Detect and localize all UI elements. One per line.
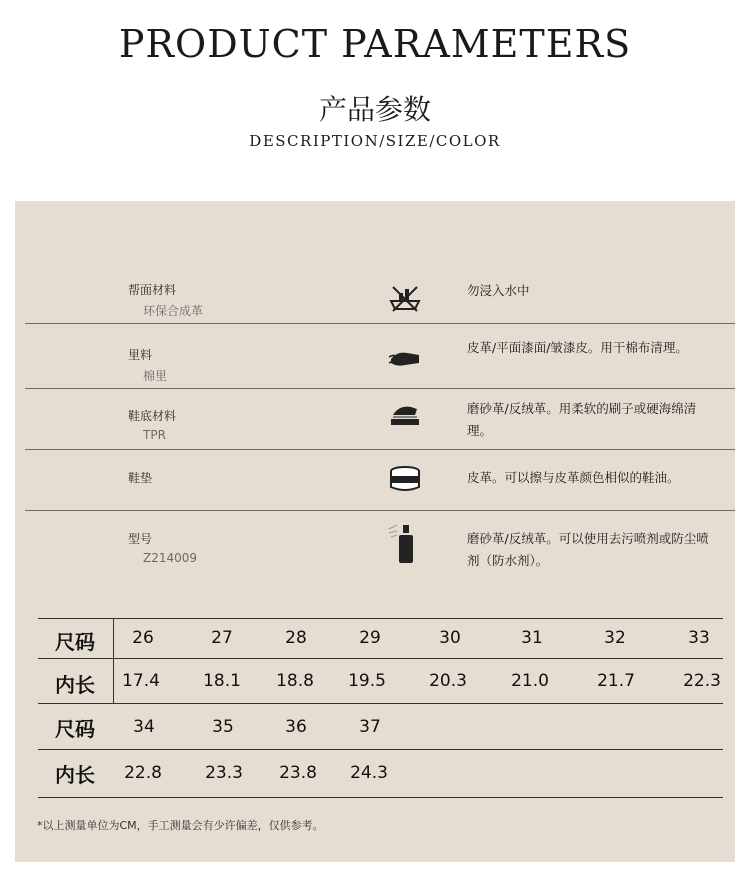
size-cell: 29 <box>359 628 381 648</box>
care-text-polish: 皮革。可以擦与皮革颜色相似的鞋油。 <box>467 470 680 485</box>
size-cell: 37 <box>359 717 381 737</box>
param-label-lining: 里料 <box>128 348 153 362</box>
care-text-no-soak: 勿浸入水中 <box>467 283 530 298</box>
length-cell: 23.8 <box>279 763 317 783</box>
parameters-panel <box>15 201 735 862</box>
length-label: 内长 <box>55 673 95 697</box>
page-title: PRODUCT PARAMETERS <box>118 22 632 66</box>
table-rule <box>38 658 723 659</box>
row-divider <box>25 323 735 324</box>
param-value-sole: TPR <box>143 428 166 442</box>
care-text-wipe: 皮革/平面漆面/皱漆皮。用干棉布清理。 <box>467 340 688 355</box>
length-cell: 19.5 <box>348 671 386 691</box>
size-cell: 36 <box>285 717 307 737</box>
page-subtitle-en: DESCRIPTION/SIZE/COLOR <box>249 132 501 150</box>
length-cell: 21.7 <box>597 671 635 691</box>
shoe-polish-icon <box>387 461 423 497</box>
length-cell: 18.1 <box>203 671 241 691</box>
param-label-sole: 鞋底材料 <box>128 409 177 423</box>
param-value-upper: 环保合成革 <box>143 304 204 318</box>
size-cell: 28 <box>285 628 307 648</box>
length-cell: 18.8 <box>276 671 314 691</box>
param-label-upper: 帮面材料 <box>128 283 177 297</box>
table-rule <box>38 618 723 619</box>
length-cell: 20.3 <box>429 671 467 691</box>
cloth-wipe-icon <box>387 341 423 377</box>
param-value-model: Z214009 <box>143 551 198 565</box>
size-cell: 34 <box>133 717 155 737</box>
size-cell: 32 <box>604 628 626 648</box>
length-cell: 17.4 <box>122 671 160 691</box>
table-rule <box>38 749 723 750</box>
length-cell: 21.0 <box>511 671 549 691</box>
size-cell: 35 <box>212 717 234 737</box>
param-label-model: 型号 <box>128 532 153 546</box>
size-cell: 30 <box>439 628 461 648</box>
row-divider <box>25 388 735 389</box>
row-divider <box>25 510 735 511</box>
size-label: 尺码 <box>55 630 95 654</box>
no-soak-icon <box>387 279 423 315</box>
size-cell: 26 <box>132 628 154 648</box>
table-rule <box>38 797 723 798</box>
page-subtitle-cn: 产品参数 <box>318 93 431 126</box>
length-cell: 23.3 <box>205 763 243 783</box>
table-rule <box>38 703 723 704</box>
length-cell: 22.8 <box>124 763 162 783</box>
size-cell: 31 <box>521 628 543 648</box>
length-cell: 24.3 <box>350 763 388 783</box>
care-text-spray: 磨砂革/反绒革。可以使用去污喷剂或防尘喷剂（防水剂）。 <box>467 531 709 568</box>
size-cell: 33 <box>688 628 710 648</box>
size-cell: 27 <box>211 628 233 648</box>
spray-icon <box>387 521 423 565</box>
row-divider <box>25 449 735 450</box>
care-text-brush: 磨砂革/反绒革。用柔软的刷子或硬海绵清理。 <box>467 401 697 438</box>
size-label: 尺码 <box>55 717 95 741</box>
param-label-insole: 鞋垫 <box>128 471 153 485</box>
param-value-lining: 棉里 <box>143 369 168 383</box>
brush-icon <box>387 397 423 433</box>
measurement-note: *以上测量单位为CM，手工测量会有少许偏差，仅供参考。 <box>37 819 324 832</box>
length-label: 内长 <box>55 763 95 787</box>
length-cell: 22.3 <box>683 671 721 691</box>
